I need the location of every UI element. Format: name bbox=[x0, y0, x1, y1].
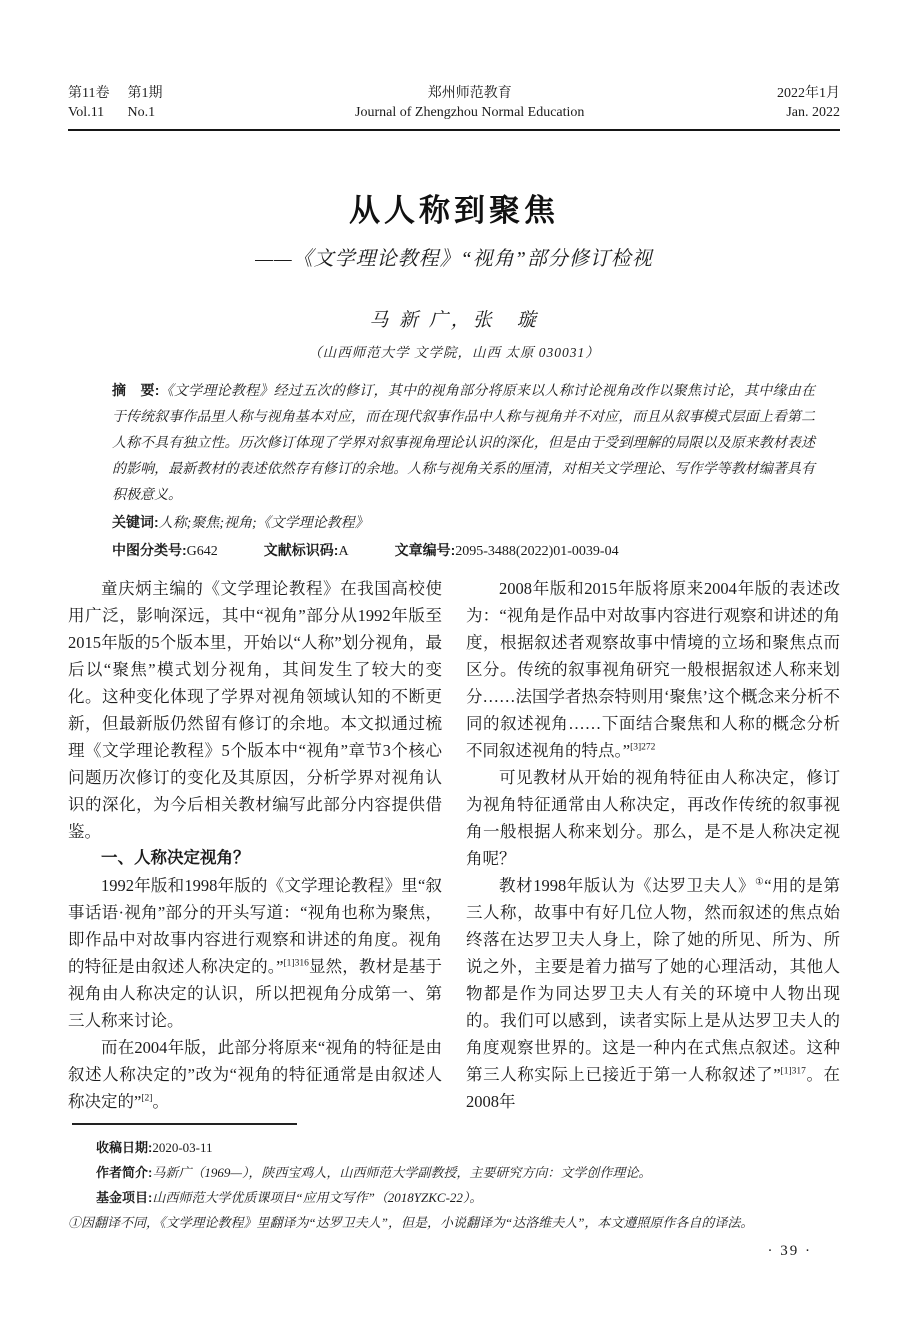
footnote-block bbox=[68, 1123, 840, 1260]
volume-issue-block bbox=[68, 84, 162, 122]
journal-header bbox=[68, 84, 840, 131]
page-number: · 39 · bbox=[767, 1243, 812, 1259]
footnote-divider bbox=[72, 1123, 297, 1125]
journal-name-en: Journal of Zhengzhou Normal Education bbox=[355, 105, 585, 120]
journal-name-cn: 郑州师范教育 bbox=[427, 86, 512, 101]
abstract-paragraph bbox=[112, 377, 815, 509]
body-paragraph: 而在2004年版，此部分将原来“视角的特征是由叙述人称决定的”改为“视角的特征通常是由叙述人称决定的”[2]。 bbox=[68, 1038, 442, 1111]
journal-page bbox=[0, 84, 903, 1322]
keywords-label: 关键词: bbox=[112, 514, 159, 530]
section-heading: 一、人称决定视角？ bbox=[101, 849, 250, 867]
fund-project-label: 基金项目: bbox=[96, 1190, 153, 1205]
document-code-label: 文献标识码: bbox=[263, 542, 339, 558]
clc-number bbox=[112, 537, 218, 565]
author-affiliation: （山西师范大学 文学院，山西 太原 030031） bbox=[308, 345, 600, 360]
author-bio-line bbox=[68, 1160, 840, 1185]
left-column bbox=[68, 575, 442, 1115]
body-paragraph: 教材1998年版认为《达罗卫夫人》①“用的是第三人称，故事中有好几位人物，然而叙述的焦点始终落在达罗卫夫人身上，除了她的所见、所为、所说之外，主要是着力描写了她的心理活动，其他人物都是作为同达罗卫夫人有关的环境中人物出现的。我们可以感到，读者实际上是从达罗卫夫人的角度观察世界的。这是一种内在式焦点叙述。这种第三人称实际上已接近于第一人称叙述了”$^{[1]317}$。在2008年 bbox=[466, 876, 841, 1111]
article-id-value: 2095-3488(2022)01-0039-04 bbox=[455, 544, 619, 559]
received-date-value: 2020-03-11 bbox=[152, 1140, 213, 1155]
body-paragraph: 1992年版和1998年版的《文学理论教程》里“叙事话语·视角”部分的开头写道：“视角也称为聚焦，即作品中对故事内容进行观察和讲述的角度。视角的特征是由叙述人称决定的。”$^{[1]316}$显然，教材是基于视角由人称决定的认识，所以把视角分成第一、第三人称来讨论。 bbox=[68, 876, 443, 1030]
abstract-block bbox=[68, 377, 840, 565]
body-paragraph: 2008年版和2015年版将原来2004年版的表述改为：“视角是作品中对故事内容进行观察和讲述的角度，根据叙述者观察故事中情境的立场和聚焦点而区分。传统的叙事视角研究一般根据叙述人称来划分……法国学者热奈特则用‘聚焦’这个概念来分析不同的叙述视角……下面结合聚焦和人称的概念分析不同叙述视角的特点。”$^{[3]272}$ bbox=[466, 579, 840, 760]
clc-label: 中图分类号: bbox=[112, 542, 187, 558]
document-code-value: A bbox=[338, 544, 349, 559]
abstract-label: 摘 要: bbox=[112, 382, 160, 398]
citation-superscript: [1]316 bbox=[283, 958, 309, 969]
citation-superscript: [3]272 bbox=[630, 742, 656, 753]
right-column bbox=[466, 575, 840, 1115]
classification-line bbox=[112, 537, 815, 565]
article-body bbox=[68, 575, 840, 1115]
translation-note-line: ①因翻译不同，《文学理论教程》里翻译为“达罗卫夫人”，但是，小说翻译为“达洛维夫人”，本文遵照原作各自的译法。 bbox=[68, 1215, 754, 1230]
document-code bbox=[264, 537, 349, 565]
keywords-line bbox=[112, 509, 815, 537]
clc-value: G642 bbox=[186, 544, 218, 559]
article-id bbox=[395, 537, 619, 565]
article-title: 从人称到聚焦 bbox=[349, 193, 559, 228]
issue-date-block bbox=[777, 84, 840, 122]
citation-superscript: ① bbox=[755, 877, 765, 888]
issue-date-en: Jan. 2022 bbox=[786, 105, 840, 120]
fund-project-line bbox=[68, 1185, 840, 1210]
body-paragraph: 童庆炳主编的《文学理论教程》在我国高校使用广泛，影响深远，其中“视角”部分从1992年版至2015年版的5个版本里，开始以“人称”划分视角，最后以“聚焦”模式划分视角，其间发生了较大的变化。这种变化体现了学界对视角领域认知的不断更新，但最新版仍然留有修订的余地。本文拟通过梳理《文学理论教程》5个版本中“视角”章节3个核心问题历次修订的变化及其原因，分析学界对视角认识的深化，为今后相关教材编写此部分内容提供借鉴。 bbox=[68, 579, 442, 841]
author-bio-text: 马新广（1969—），陕西宝鸡人，山西师范大学副教授，主要研究方向：文学创作理论。 bbox=[152, 1165, 652, 1180]
volume-en: Vol.11 bbox=[68, 105, 105, 120]
volume-cn: 第11卷 bbox=[68, 86, 110, 101]
fund-project-text: 山西师范大学优质课项目“应用文写作”（2018YZKC-22）。 bbox=[152, 1190, 483, 1205]
issue-date-cn: 2022年1月 bbox=[777, 86, 840, 101]
journal-name-block bbox=[355, 84, 584, 122]
citation-superscript: [2] bbox=[141, 1093, 153, 1104]
abstract-text: 《文学理论教程》经过五次的修订，其中的视角部分将原来以人称讨论视角改作以聚焦讨论，其中缘由在于传统叙事作品里人称与视角基本对应，而在现代叙事作品中人称与视角并不对应，而且从叙事模式层面上看第二人称不具有独立性。历次修订体现了学界对叙事视角理论认识的深化，但是由于受到理解的局限以及原来教材表述的影响，最新教材的表述依然存有修订的余地。人称与视角关系的厘清，对相关文学理论、写作学等教材编著具有积极意义。 bbox=[112, 384, 815, 503]
article-id-label: 文章编号: bbox=[394, 542, 456, 558]
body-paragraph: 可见教材从开始的视角特征由人称决定，修订为视角特征通常由人称决定，再改作传统的叙事视角一般根据人称来划分。那么，是不是人称决定视角呢？ bbox=[466, 768, 840, 868]
received-date-label: 收稿日期: bbox=[96, 1140, 153, 1155]
received-date-line bbox=[68, 1135, 840, 1160]
author-names: 马 新 广，张 璇 bbox=[369, 310, 539, 331]
issue-en: No.1 bbox=[127, 105, 156, 120]
author-bio-label: 作者简介: bbox=[96, 1165, 153, 1180]
citation-superscript: [1]317 bbox=[780, 1066, 806, 1077]
issue-cn: 第1期 bbox=[127, 86, 163, 101]
keywords-text: 人称;聚焦;视角;《文学理论教程》 bbox=[158, 516, 369, 531]
article-subtitle: ——《文学理论教程》“视角”部分修订检视 bbox=[255, 248, 653, 270]
